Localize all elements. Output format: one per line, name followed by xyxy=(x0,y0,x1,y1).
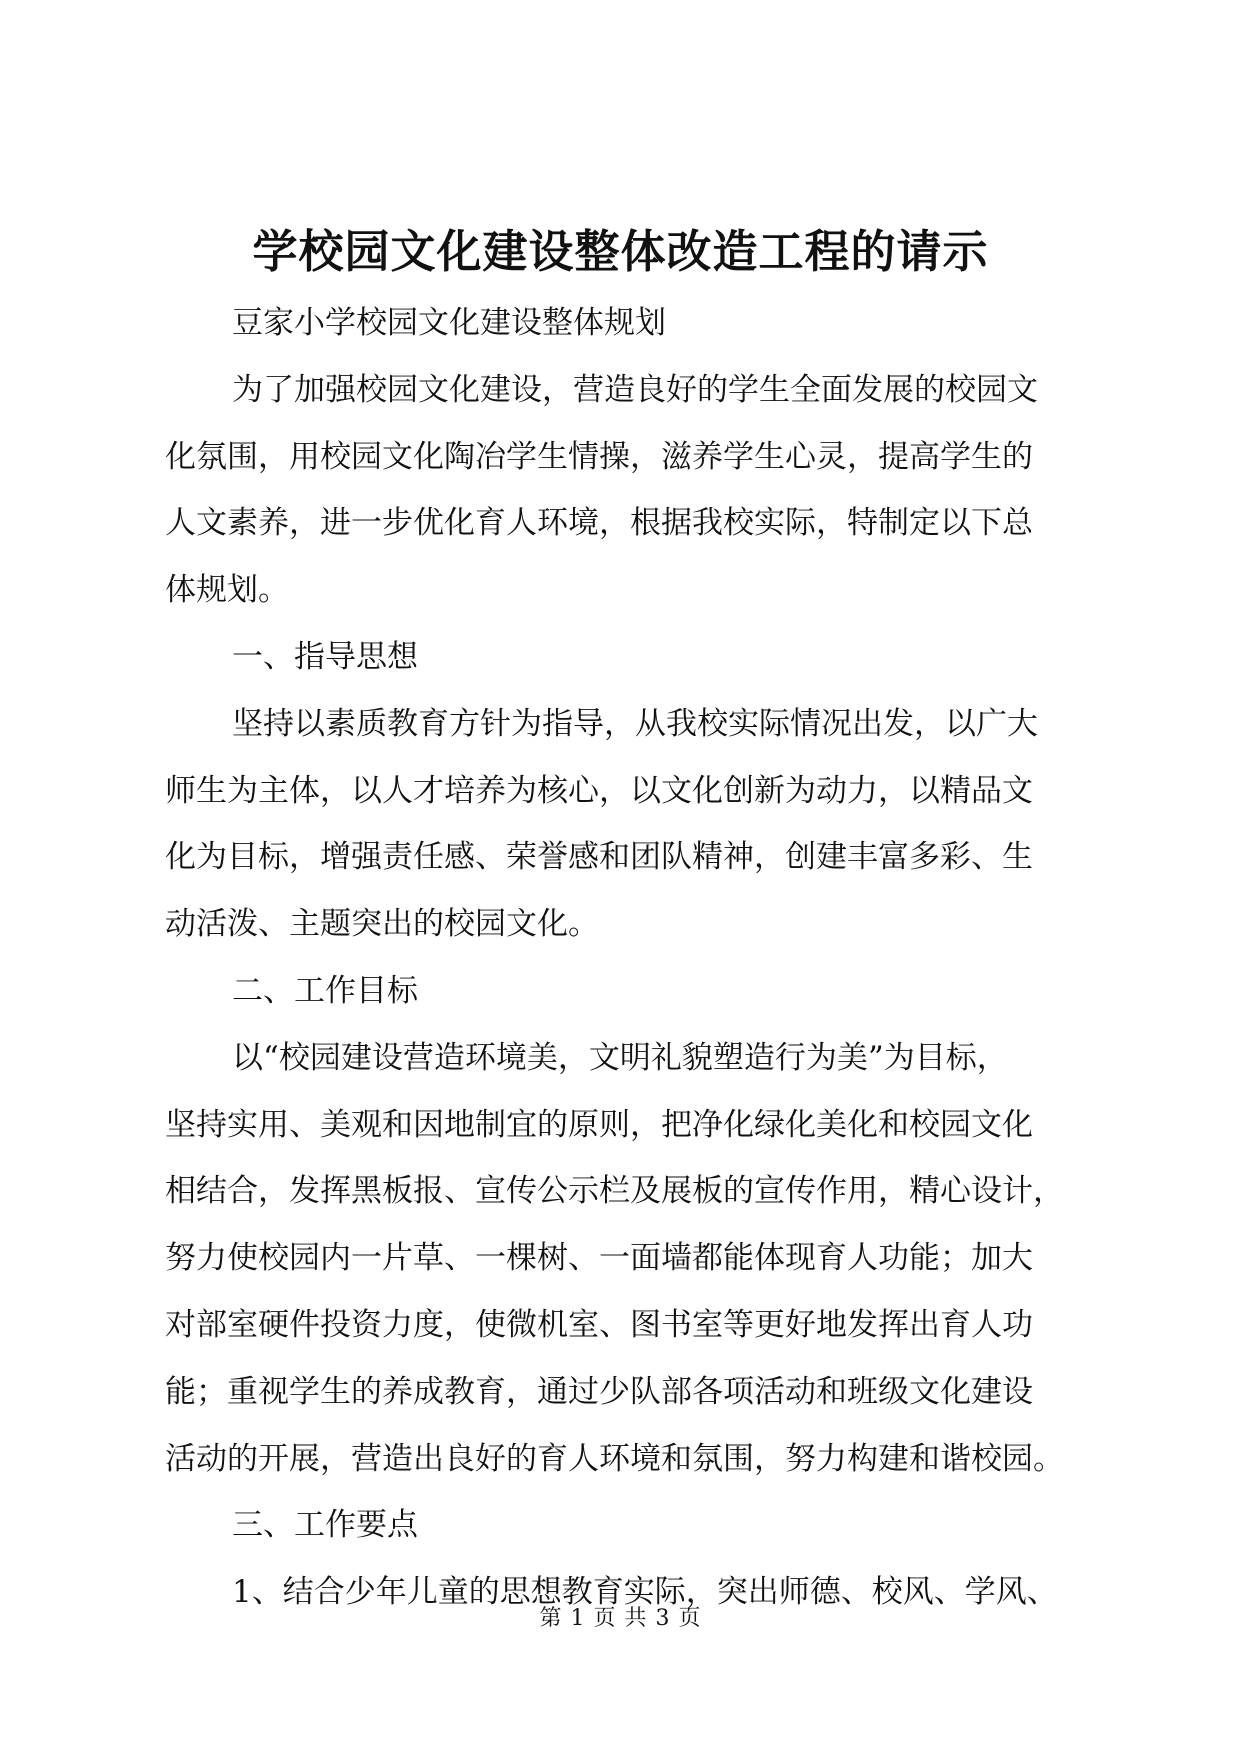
intro-line: 体规划。 xyxy=(165,572,289,609)
intro-line: 化氛围，用校园文化陶冶学生情操，滋养学生心灵，提高学生的 xyxy=(165,438,1033,475)
intro-line: 为了加强校园文化建设，营造良好的学生全面发展的校园文 xyxy=(232,371,1038,408)
intro-line: 人文素养，进一步优化育人环境，根据我校实际，特制定以下总 xyxy=(165,505,1033,542)
paragraph-line: 能；重视学生的养成教育，通过少队部各项活动和班级文化建设 xyxy=(165,1373,1033,1410)
paragraph-line: 对部室硬件投资力度，使微机室、图书室等更好地发挥出育人功 xyxy=(165,1306,1033,1343)
paragraph-line: 坚持以素质教育方针为指导，从我校实际情况出发，以广大 xyxy=(232,705,1038,742)
work-goals-paragraph xyxy=(165,1025,1090,1493)
section-heading-guiding-thought: 一、指导思想 xyxy=(232,638,418,675)
paragraph-line: 1、结合少年儿童的思想教育实际，突出师德、校风、学风、 xyxy=(232,1574,1058,1611)
paragraph-line: 努力使校园内一片草、一棵树、一面墙都能体现育人功能；加大 xyxy=(165,1240,1033,1277)
paragraph-line: 活动的开展，营造出良好的育人环境和氛围，努力构建和谐校园。 xyxy=(165,1440,1064,1477)
paragraph-line: 相结合，发挥黑板报、宣传公示栏及展板的宣传作用，精心设计， xyxy=(165,1173,1064,1210)
page-number-footer: 第 1 页 共 3 页 xyxy=(539,1606,702,1631)
section-heading-work-points: 三、工作要点 xyxy=(232,1507,418,1544)
paragraph-line: 动活泼、主题突出的校园文化。 xyxy=(165,906,599,943)
document-subtitle: 豆家小学校园文化建设整体规划 xyxy=(232,305,666,341)
paragraph-line: 坚持实用、美观和因地制宜的原则，把净化绿化美化和校园文化 xyxy=(165,1106,1033,1143)
paragraph-line: 师生为主体，以人才培养为核心，以文化创新为动力，以精品文 xyxy=(165,772,1033,809)
document-body xyxy=(165,290,1090,1626)
intro-paragraph xyxy=(165,357,1090,624)
paragraph-line: 化为目标，增强责任感、荣誉感和团队精神，创建丰富多彩、生 xyxy=(165,839,1033,876)
section-heading-work-goals: 二、工作目标 xyxy=(232,972,418,1009)
guiding-thought-paragraph xyxy=(165,691,1090,958)
document-title: 学校园文化建设整体改造工程的请示 xyxy=(252,225,989,278)
paragraph-line: 以“校园建设营造环境美，文明礼貌塑造行为美”为目标， xyxy=(232,1039,1008,1076)
